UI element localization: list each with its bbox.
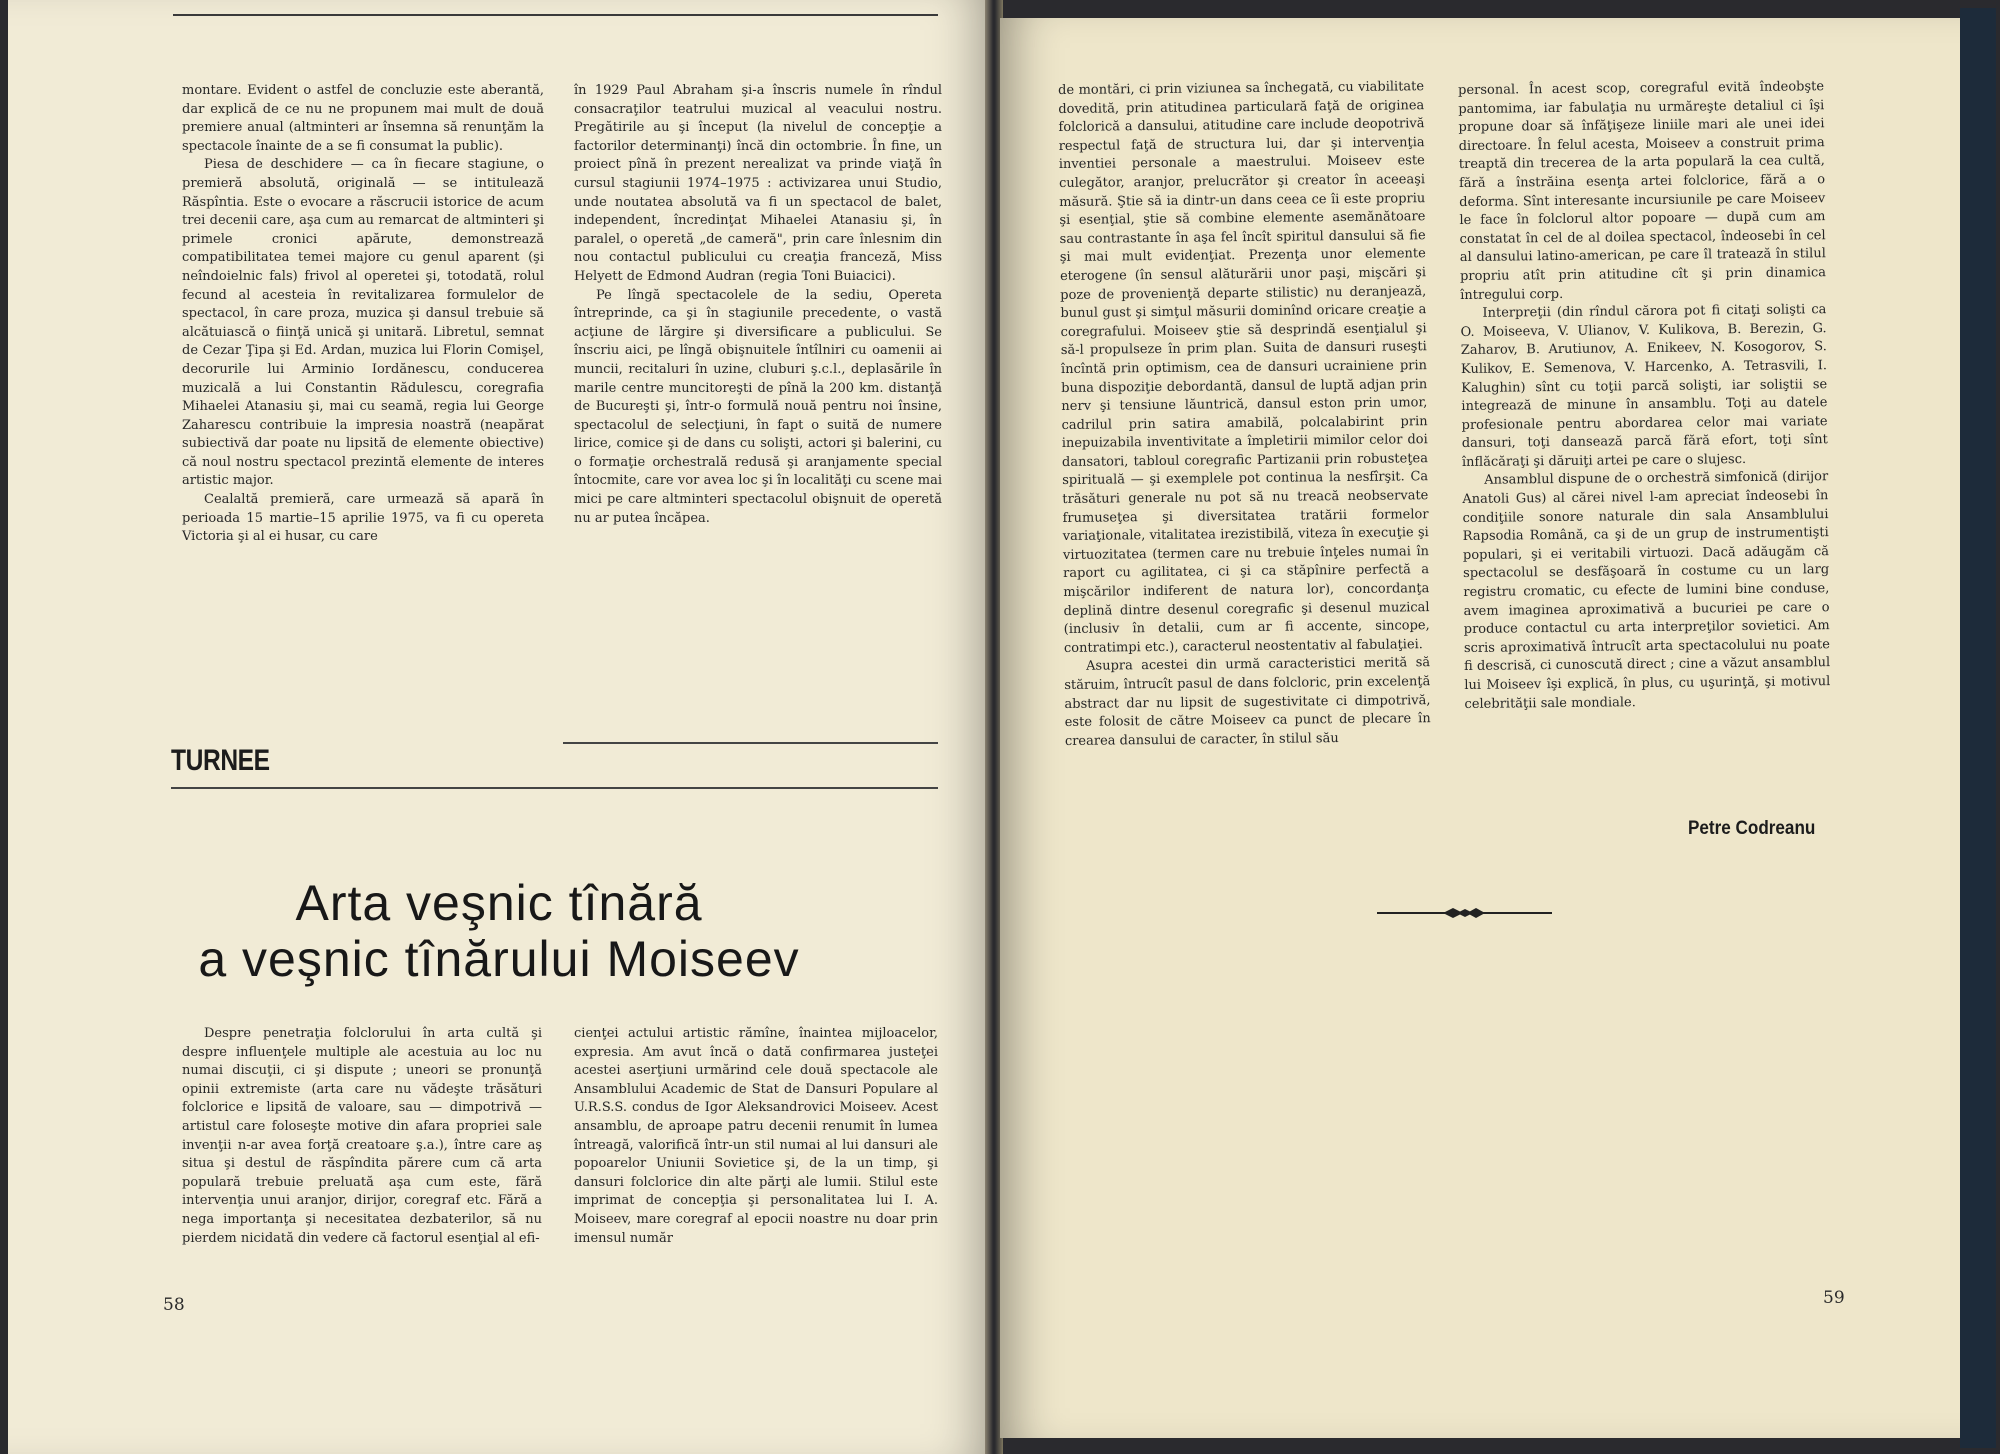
section-rule: [563, 742, 938, 744]
paragraph: Piesa de deschidere — ca în fiecare stagiune, o premieră absolută, originală — se intitulează Răspîntia. Este o evocare a răscrucii istorice de acum trei decenii care, aşa cum au remarcat de altminteri şi primele cronici apărute, demonstrează compatibilitatea temei majore cu genul aparent (şi neîndoielnic fals) frivol al operetei şi, totodată, rolul fecund al acesteia în revitalizarea formulelor de spectacol, în care proza, muzica şi dansul trebuie să alcătuiască o fiinţă unică şi unitară. Libretul, semnat de Cezar Ţipa şi Ed. Ardan, muzica lui Florin Comişel, decorurile lui Arminio Iordănescu, conducerea muzicală a lui Constantin Rădulescu, coregrafia Mihaelei Atanasiu şi, mai cu seamă, regia lui George Zaharescu contribuie la impresia noastră (neapărat subiectivă dar poate nu lipsită de elemente obiective) că noul nostru spectacol prezintă elemente de interes artistic major.: [182, 157, 544, 489]
headline-line-1: Arta veşnic tînără: [295, 875, 703, 931]
book-cover-edge: [1960, 8, 1996, 1448]
left-column-1: [182, 82, 544, 547]
right-column-1: [1058, 78, 1431, 751]
paragraph: Despre penetraţia folclorului în arta cultă şi despre influenţele multiple ale acestuia au loc nu numai discuţii, ci şi dispute ; uneori se pronunţă opinii extremiste (arta care nu vădeşte trăsături folclorice e lipsită de valoare, sau — dimpotrivă — artistul care foloseşte motive din afara propriei sale invenţii n-ar avea forţă creatoare ş.a.), între care aş situa şi destul de răspîndita părere cum că arta populară trebuie preluată aşa cum este, fără intervenţia unui aranjor, dirijor, coregraf etc. Fără a nega importanţa şi necesitatea dezbaterilor, să nu pierdem nicidată din vedere că factorul esenţial al efi-: [182, 1026, 542, 1246]
left-column-3: [182, 1025, 542, 1248]
paragraph: în 1929 Paul Abraham şi-a înscris numele în rîndul consacraţilor teatrului muzical al veacului nostru. Pregătirile au şi început (la nivelul de concepţie a factorilor determinanţi) încă din octombrie. În fine, un proiect pînă în prezent nerealizat va prinde viaţă în cursul stagiunii 1974–1975 : activizarea unui Studio, unde noutatea absolută va fi un spectacol de balet, independent, încredinţat Mihaelei Atanasiu şi, în paralel, o operetă „de cameră", prin care înlesnim din nou contactul publicului cu creaţia franceză, Miss Helyett de Edmond Audran (regia Toni Buiacici).: [574, 83, 942, 284]
page-number-right: 59: [1823, 1288, 1845, 1308]
paragraph: Ansamblul dispune de o orchestră simfonică (dirijor Anatoli Gus) al cărei nivel l-am apreciat îndeosebi în condiţiile sonore naturale din sala Ansamblului Rapsodia Română, ca şi de un grup de instrumentişti populari, şi ei veritabili virtuozi. Dacă adăugăm că spectacolul se desfăşoară în costume cu un larg registru cromatic, cu efecte de lumini bine conduse, avem imaginea aproximativă a bucuriei pe care o produce contactul cu arta interpreţilor sovietici. Am scris aproximativă întrucît arta spectacolului nu poate fi descrisă, ci cunoscută direct ; cine a văzut ansamblul lui Moiseev îşi explică, în plus, cu uşurinţă, şi motivul celebrităţii sale mondiale.: [1462, 469, 1831, 712]
paragraph: Cealaltă premieră, care urmează să apară în perioada 15 martie–15 aprilie 1975, va fi cu opereta Victoria şi al ei husar, cu care: [182, 492, 544, 545]
article-headline: [8, 875, 990, 987]
paragraph: cienţei actului artistic rămîne, înaintea mijloacelor, expresia. Am avut încă o dată confirmarea justeţei acestei aserţiuni urmărind cele două spectacole ale Ansamblului Academic de Stat de Dansuri Populare al U.R.S.S. condus de Igor Aleksandrovici Moiseev. Acest ansamblu, de aproape patru decenii renumit în lumea întreagă, valorifică într-un stil numai al lui dansuri ale popoarelor Uniunii Sovietice şi, de la un timp, şi dansuri folclorice din alte părţi ale lumii. Stilul este imprimat de concepţia şi personalitatea lui I. A. Moiseev, mare coregraf al epocii noastre nu doar prin imensul număr: [574, 1026, 938, 1246]
headline-line-2: a veşnic tînărului Moiseev: [198, 931, 800, 987]
paragraph: Pe lîngă spectacolele de la sediu, Opereta întreprinde, ca şi în stagiunile precedente, o vastă acţiune de lărgire şi diversificare a publicului. Se înscriu aici, pe lîngă obişnuitele întîlniri cu oamenii ai muncii, recitaluri în uzine, cluburi ş.c.l., deplasările în marile centre muncitoreşti de pînă la 200 km. distanţă de Bucureşti şi, într-o formulă nouă pentru noi însine, spectacolul de selecţiuni, în fapt o suită de numere lirice, comice şi de dans cu solişti, actori şi balerini, cu o formaţie orchestrală redusă şi aranjamente special întocmite, care vor avea loc şi în localităţi cu scene mai mici pe care altminteri spectacolul obişnuit de operetă nu ar putea încăpea.: [574, 287, 942, 526]
left-page: [8, 0, 990, 1454]
section-label: TURNEE: [171, 744, 270, 777]
right-column-2: [1458, 78, 1831, 714]
ornament-divider-icon: [1377, 906, 1552, 920]
paragraph: montare. Evident o astfel de concluzie este aberantă, dar explică de ce nu ne propunem mai mult de două premiere anual (altminteri ar însemna să renunţăm la spectacole înainte de a se fi consumat la public).: [182, 83, 544, 154]
left-column-4: [574, 1025, 938, 1248]
top-rule: [173, 14, 938, 16]
paragraph: Interpreţii (din rîndul cărora pot fi citaţi solişti ca O. Moiseeva, V. Ulianov, V. Kulikova, B. Berezin, G. Zaharov, B. Arutiunov, A. Enikeev, N. Kosogorov, S. Kulikov, E. Semenova, V. Harcenko, A. Tetrasvili, I. Kalughin) sînt cu toţii parcă solişti, iar soliştii se integrează de minune în ansamblu. Toţi au datele profesionale pentru abordarea celor mai variate dansuri, toţi dansează parcă fără efort, toţi sînt înflăcăraţi şi dăruiţi artei pe care o slujesc.: [1460, 302, 1828, 470]
paragraph: Asupra acestei din urmă caracteristici merită să stăruim, întrucît pasul de dans folcloric, prin excelenţă abstract dar nu lipsit de sugestivitate ci dimpotrivă, este folosit de către Moiseev ca punct de plecare în crearea dansului de caracter, în stilul său: [1064, 655, 1431, 749]
section-rule: [171, 787, 938, 789]
left-column-2: [574, 82, 942, 528]
page-number-left: 58: [163, 1295, 185, 1315]
paragraph: personal. În acest scop, coregraful evită îndeobşte pantomima, iar fabulaţia nu urmăreşte detaliul ci îşi propune doar să înfăţişeze liniile mari ale unei idei directoare. În felul acesta, Moiseev a construit prima treaptă din trecerea de la arta populară la cea cultă, fără a înstrăina esenţa artei folclorice, fără a o deforma. Sînt interesante incursiunile pe care Moiseev le face în folclorul altor popoare — după cum am constatat în cel de al doilea spectacol, îndeosebi în cel al dansului latino-american, pe care îl tratează în stilul propriu atît prin atitudine cît şi prin dinamica întregului corp.: [1458, 79, 1827, 303]
author-signature: Petre Codreanu: [1688, 818, 1816, 839]
paragraph: de montări, ci prin viziunea sa închegată, cu viabilitate dovedită, prin atitudinea particulară faţă de originea folclorică a dansului, atitudine care include deopotrivă respectul faţă de structura lui, dar şi intervenţia inventiei personale a maestrului. Moiseev este culegător, aranjor, prelucrător şi creator în aceeaşi măsură. Ştie să ia dintr-un dans ceea ce îi este propriu şi esenţial, ştie să combine elemente asemănătoare sau contrastante în aşa fel încît spiritul dansului să fie şi mai mult evidenţiat. Prezenţa unor elemente eterogene (în sensul alăturării unor paşi, mişcări şi poze de provenienţă departe stilistic) nu deranjează, bunul gust şi simţul măsurii dominînd oricare creaţie a coregrafului. Moiseev ştie să desprindă esenţialul şi să-l propulseze în prim plan. Suita de dansuri ruseşti încîntă prin optimism, cea de dansuri ucrainiene prin buna dispoziţie debordantă, dansul de luptă adjan prin nerv şi tensiune lăuntrică, dansul eston prin umor, cadrilul prin satira amabilă, polcalabirint prin inepuizabila inventivitate a împletirii mimilor celor doi dansatori, tabloul coregrafic Partizanii prin robusteţea spirituală — şi exemplele pot continua la nesfîrşit. Ca trăsături generale nu pot să nu treacă neobservate frumuseţea şi diversitatea tratării formelor variaţionale, vitalitatea irezistibilă, viteza în execuţie şi virtuozitatea (termen care nu trebuie înţeles numai în raport cu agilitatea, ci şi ca stăpînire perfectă a mişcărilor indiferent de natura lor), concordanţa deplină dintre desenul coregrafic şi desenul muzical (inclusiv în detalii, cum ar fi accente, sincope, contratimpi etc.), caracterul neostentativ al fabulaţiei.: [1058, 79, 1430, 656]
